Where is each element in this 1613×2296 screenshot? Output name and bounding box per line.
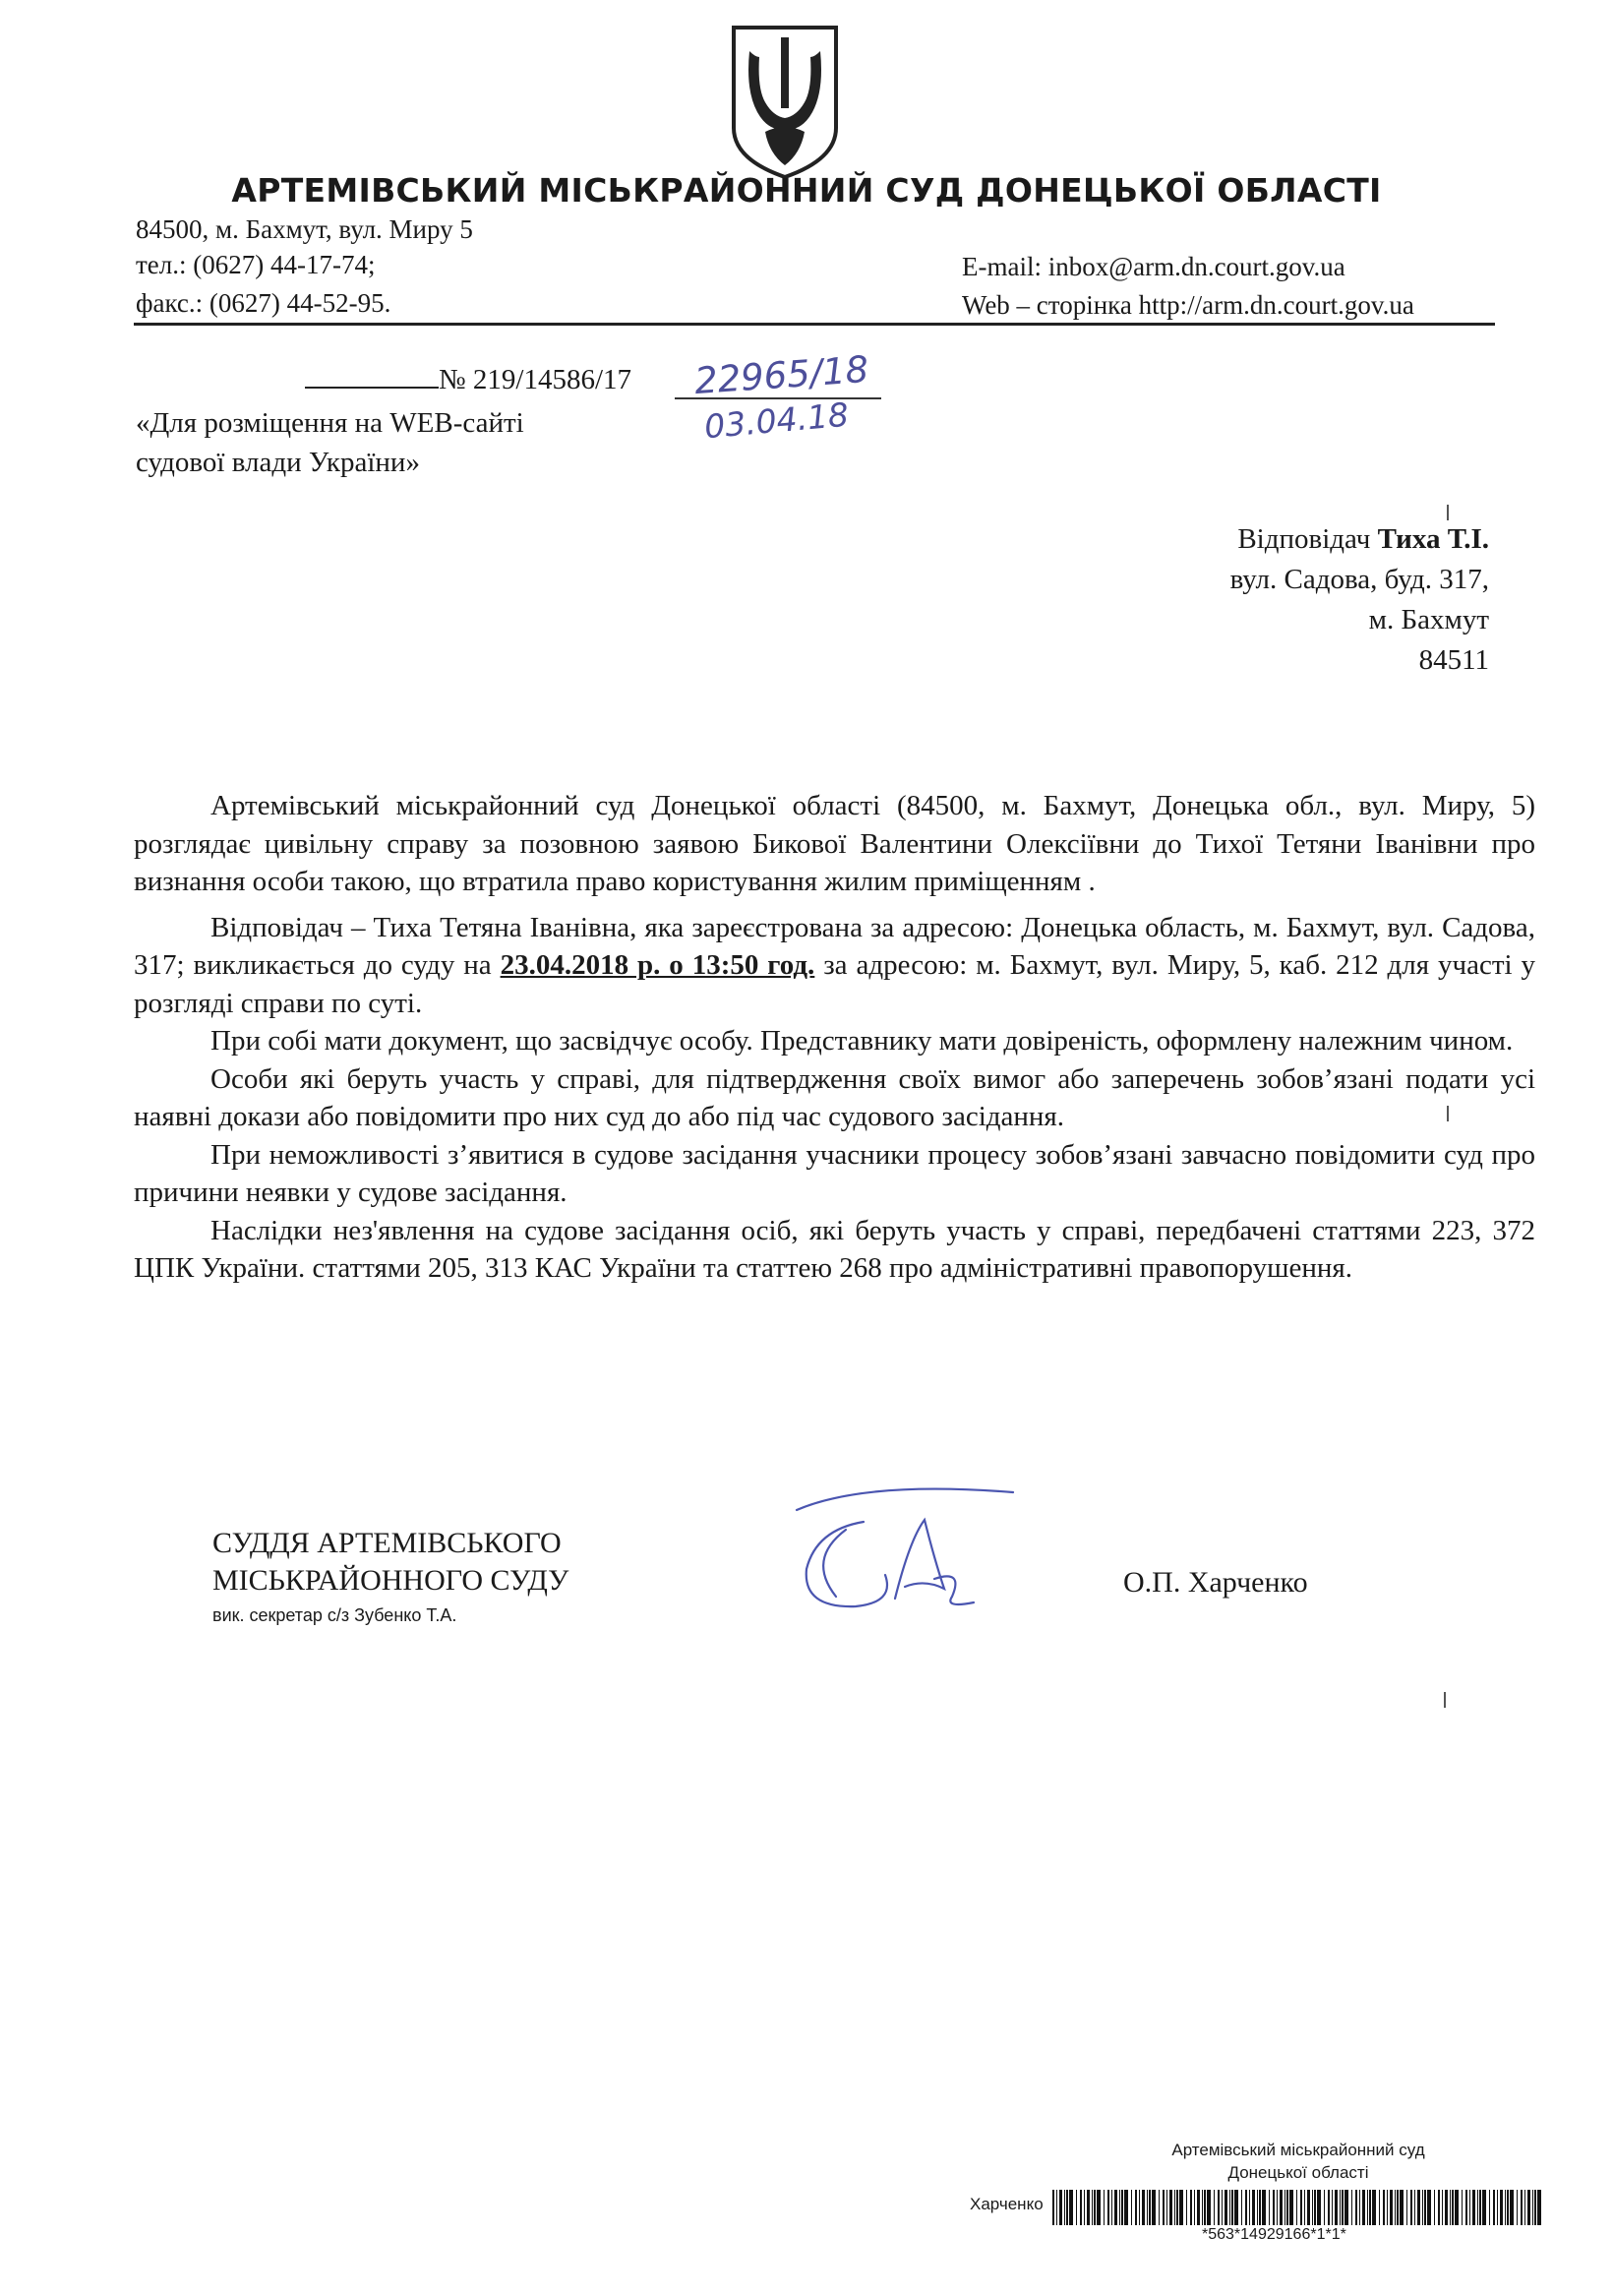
summons-body xyxy=(134,787,1535,1288)
judge-title-line2: МІСЬКРАЙОННОГО СУДУ xyxy=(212,1564,569,1597)
court-address: 84500, м. Бахмут, вул. Миру 5 xyxy=(136,214,473,244)
scan-mark xyxy=(1447,505,1449,520)
outgoing-date-blank xyxy=(305,365,439,389)
scan-mark xyxy=(1444,1692,1446,1708)
recipient-street: вул. Садова, буд. 317, xyxy=(1229,564,1489,595)
barcode-label: Харченко xyxy=(970,2195,1044,2213)
coat-of-arms-icon xyxy=(726,22,844,181)
header-divider xyxy=(134,323,1495,326)
court-stamp xyxy=(1151,2139,1446,2184)
judge-name: О.П. Харченко xyxy=(1123,1566,1308,1599)
paragraph-evidence: Особи які беруть участь у справі, для підтвердження своїх вимог або заперечень зобов’язані подати усі наявні докази або повідомити про них суд до або під час судового засідання. xyxy=(134,1062,1535,1132)
recipient-role: Відповідач xyxy=(1237,523,1371,555)
recipient-postcode: 84511 xyxy=(1418,644,1489,676)
barcode-icon xyxy=(1050,2190,1542,2225)
paragraph-absence: При неможливості з’явитися в судове засідання учасники процесу зобов’язані завчасно повідомити суд про причини неявки у судове засідання. xyxy=(134,1138,1535,1208)
handwritten-registration-number: 22965/18 xyxy=(692,347,870,403)
paragraph-summons: Відповідач – Тиха Тетяна Іванівна, яка зареєстрована за адресою: Донецька область, м. Бахмут, вул. Садова, 317; викликається до суду на 23.04.2018 р. о 13:50 год. за адресою: м. Бахмут, вул. Миру, 5, каб. 212 для участі у розгляді справи по суті. xyxy=(134,911,1535,1019)
outgoing-number-label: № 219/14586/17 xyxy=(439,364,632,395)
court-phone: тел.: (0627) 44-17-74; xyxy=(136,250,376,279)
court-email: E-mail: inbox@arm.dn.court.gov.ua xyxy=(962,252,1345,281)
paragraph-case: Артемівський міськрайонний суд Донецької області (84500, м. Бахмут, Донецька обл., вул. Миру, 5) розглядає цивільну справу за позовною заявою Бикової Валентини Олексіївни до Тихої Тетяни Іванівни про визнання особи такою, що втратила право користування жилим приміщенням . xyxy=(134,790,1535,897)
judge-title-line1: СУДДЯ АРТЕМІВСЬКОГО xyxy=(212,1527,562,1559)
publication-note-line2: судової влади України» xyxy=(136,447,420,478)
publication-note xyxy=(136,403,524,482)
stamp-line2: Донецької області xyxy=(1227,2163,1369,2182)
publication-note-line1: «Для розміщення на WEB-сайті xyxy=(136,407,524,439)
recipient-name: Тиха Т.І. xyxy=(1377,523,1489,555)
paragraph-consequences: Наслідки нез'явлення на судове засідання осіб, які беруть участь у справі, передбачені статтями 223, 372 ЦПК України. статтями 205, 313 КАС України та статтею 268 про адміністративні правопорушення. xyxy=(134,1214,1535,1284)
stamp-line1: Артемівський міськрайонний суд xyxy=(1171,2141,1425,2159)
court-website: Web – сторінка http://arm.dn.court.gov.ua xyxy=(962,290,1414,320)
handwritten-registration-date: 03.04.18 xyxy=(702,394,851,447)
recipient-block xyxy=(1230,519,1489,681)
court-name: АРТЕМІВСЬКИЙ МІСЬКРАЙОННИЙ СУД ДОНЕЦЬКОЇ ОБЛАСТІ xyxy=(231,171,1382,210)
scan-mark xyxy=(1447,1106,1449,1121)
barcode-number: *563*14929166*1*1* xyxy=(1202,2226,1346,2243)
handwritten-signature xyxy=(777,1480,1033,1623)
court-fax: факс.: (0627) 44-52-95. xyxy=(136,288,391,318)
judge-title xyxy=(212,1525,568,1600)
paragraph-documents: При собі мати документ, що засвідчує особу. Представнику мати довіреність, оформлену належним чином. xyxy=(210,1025,1514,1057)
outgoing-number xyxy=(305,364,631,396)
hearing-datetime: 23.04.2018 р. о 13:50 год. xyxy=(500,949,815,981)
secretary-note: вик. секретар с/з Зубенко Т.А. xyxy=(212,1605,457,1625)
recipient-city: м. Бахмут xyxy=(1368,604,1489,635)
